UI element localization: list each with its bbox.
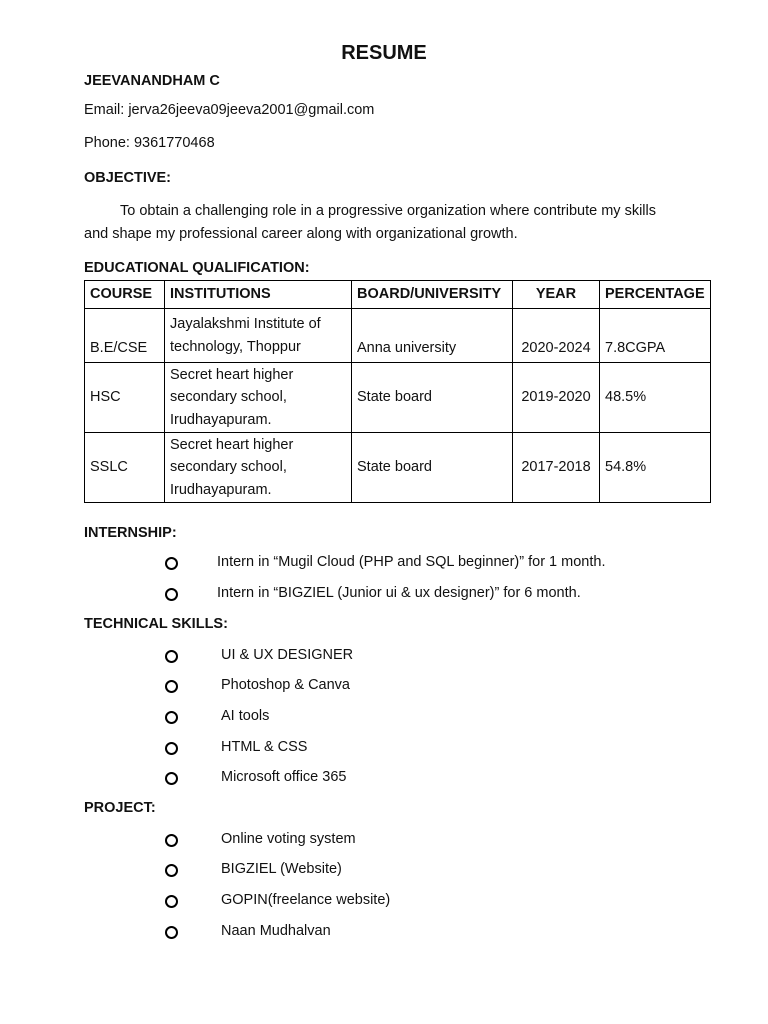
resume-title: RESUME xyxy=(341,42,427,64)
cell-year: 2020-2024 xyxy=(513,309,600,363)
list-item: Naan Mudhalvan xyxy=(221,923,331,939)
cell-institution: Secret heart higher secondary school, Irudhayapuram. xyxy=(165,433,352,503)
bullet-circle-icon xyxy=(165,588,178,601)
objective-text: To obtain a challenging role in a progressive organization where contribute my skills and shape my professional career along with organizational growth. xyxy=(84,203,656,242)
header-course: COURSE xyxy=(85,281,165,309)
list-item: GOPIN(freelance website) xyxy=(221,892,391,908)
table-header-row xyxy=(85,281,711,309)
bullet-circle-icon xyxy=(165,680,178,693)
skills-heading: TECHNICAL SKILLS: xyxy=(84,616,228,632)
email-line: Email: jerva26jeeva09jeeva2001@gmail.com xyxy=(84,102,375,118)
list-item: AI tools xyxy=(221,708,270,724)
bullet-circle-icon xyxy=(165,742,178,755)
list-item: Intern in “Mugil Cloud (PHP and SQL beginner)” for 1 month. xyxy=(217,554,606,570)
cell-percentage: 7.8CGPA xyxy=(600,309,711,363)
header-institutions: INSTITUTIONS xyxy=(165,281,352,309)
cell-course: B.E/CSE xyxy=(85,309,165,363)
bullet-circle-icon xyxy=(165,711,178,724)
bullet-circle-icon xyxy=(165,557,178,570)
list-item: Microsoft office 365 xyxy=(221,769,347,785)
cell-institution: Secret heart higher secondary school, Irudhayapuram. xyxy=(165,363,352,433)
cell-course: SSLC xyxy=(85,433,165,503)
table-row xyxy=(85,363,711,433)
bullet-circle-icon xyxy=(165,864,178,877)
bullet-circle-icon xyxy=(165,834,178,847)
cell-board: State board xyxy=(352,433,513,503)
cell-percentage: 54.8% xyxy=(600,433,711,503)
header-board: BOARD/UNIVERSITY xyxy=(352,281,513,309)
cell-year: 2017-2018 xyxy=(513,433,600,503)
header-year: YEAR xyxy=(513,281,600,309)
cell-percentage: 48.5% xyxy=(600,363,711,433)
phone-line: Phone: 9361770468 xyxy=(84,135,215,151)
bullet-circle-icon xyxy=(165,772,178,785)
table-row xyxy=(85,309,711,363)
list-item: Photoshop & Canva xyxy=(221,677,350,693)
list-item: BIGZIEL (Website) xyxy=(221,861,342,877)
list-item: Online voting system xyxy=(221,831,356,847)
education-table xyxy=(84,280,711,503)
cell-board: State board xyxy=(352,363,513,433)
bullet-circle-icon xyxy=(165,926,178,939)
objective-heading: OBJECTIVE: xyxy=(84,170,172,186)
list-item: HTML & CSS xyxy=(221,739,308,755)
header-percentage: PERCENTAGE xyxy=(600,281,711,309)
candidate-name: JEEVANANDHAM C xyxy=(84,73,220,89)
bullet-circle-icon xyxy=(165,895,178,908)
cell-course: HSC xyxy=(85,363,165,433)
project-heading: PROJECT: xyxy=(84,800,156,816)
list-item: UI & UX DESIGNER xyxy=(221,647,354,663)
cell-board: Anna university xyxy=(352,309,513,363)
cell-institution: Jayalakshmi Institute of technology, Thoppur xyxy=(165,309,352,363)
education-heading: EDUCATIONAL QUALIFICATION: xyxy=(84,260,310,276)
internship-heading: INTERNSHIP: xyxy=(84,525,177,541)
cell-year: 2019-2020 xyxy=(513,363,600,433)
bullet-circle-icon xyxy=(165,650,178,663)
table-row xyxy=(85,433,711,503)
list-item: Intern in “BIGZIEL (Junior ui & ux designer)” for 6 month. xyxy=(217,585,581,601)
